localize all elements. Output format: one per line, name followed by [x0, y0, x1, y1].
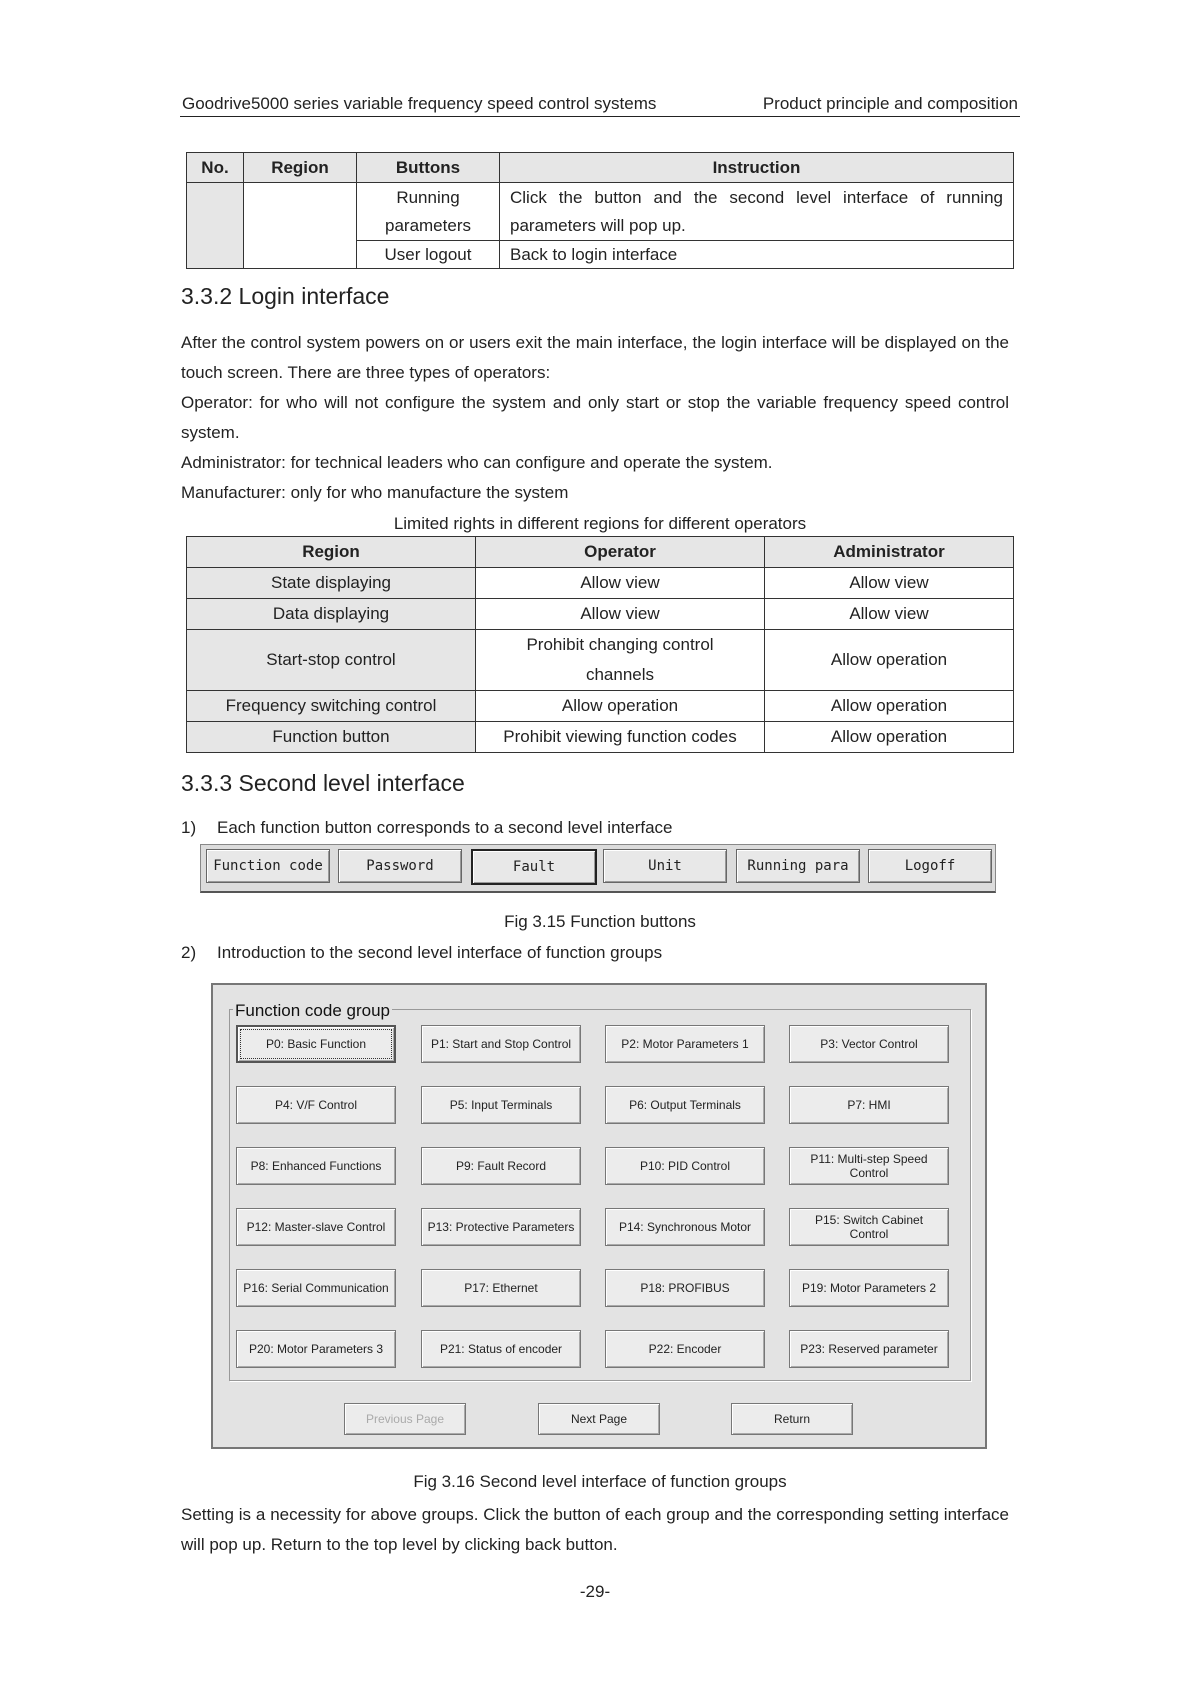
group-button-p13[interactable]: P13: Protective Parameters [421, 1208, 581, 1246]
table-cell: Function button [187, 722, 476, 753]
table-header: Region [187, 537, 476, 568]
group-button-p19[interactable]: P19: Motor Parameters 2 [789, 1269, 949, 1307]
list-item: Introduction to the second level interface of function groups [217, 943, 663, 962]
group-button-p7[interactable]: P7: HMI [789, 1086, 949, 1124]
table-cell: Back to login interface [500, 241, 1014, 269]
group-button-p23[interactable]: P23: Reserved parameter [789, 1330, 949, 1368]
group-button-p2[interactable]: P2: Motor Parameters 1 [605, 1025, 765, 1063]
table-header: Administrator [765, 537, 1014, 568]
group-button-p3[interactable]: P3: Vector Control [789, 1025, 949, 1063]
group-button-p17[interactable]: P17: Ethernet [421, 1269, 581, 1307]
group-button-p21[interactable]: P21: Status of encoder [421, 1330, 581, 1368]
group-button-p15[interactable]: P15: Switch Cabinet Control [789, 1208, 949, 1246]
table-cell: Allow operation [765, 630, 1014, 691]
group-button-p10[interactable]: P10: PID Control [605, 1147, 765, 1185]
table-cell: Allow view [765, 568, 1014, 599]
function-button-bar [200, 844, 996, 893]
group-button-p20[interactable]: P20: Motor Parameters 3 [236, 1330, 396, 1368]
section-title: 3.3.3 Second level interface [181, 770, 465, 796]
table-cell: Frequency switching control [187, 691, 476, 722]
table-cell: Allow operation [765, 722, 1014, 753]
group-button-p0[interactable]: P0: Basic Function [236, 1025, 396, 1063]
table-cell: Allow view [476, 599, 765, 630]
header-title: Goodrive5000 series variable frequency speed control systems [182, 94, 657, 113]
table-header: Instruction [500, 153, 1014, 183]
page-header [180, 92, 1020, 117]
return-button[interactable]: Return [731, 1403, 853, 1435]
figure-caption: Fig 3.15 Function buttons [504, 912, 696, 931]
table-cell: Running parameters [357, 183, 500, 241]
group-button-p11[interactable]: P11: Multi-step Speed Control [789, 1147, 949, 1185]
group-button-p4[interactable]: P4: V/F Control [236, 1086, 396, 1124]
function-code-button[interactable]: Function code [206, 849, 330, 883]
list-item: Each function button corresponds to a second level interface [217, 818, 673, 837]
group-button-p6[interactable]: P6: Output Terminals [605, 1086, 765, 1124]
paragraph: Administrator: for technical leaders who can configure and operate the system. [181, 453, 773, 472]
group-button-p14[interactable]: P14: Synchronous Motor [605, 1208, 765, 1246]
buttons-table [186, 152, 1014, 269]
group-button-p16[interactable]: P16: Serial Communication [236, 1269, 396, 1307]
table-header: No. [187, 153, 244, 183]
table-cell [187, 183, 244, 269]
group-button-p5[interactable]: P5: Input Terminals [421, 1086, 581, 1124]
fault-button[interactable]: Fault [471, 849, 597, 885]
table-cell: Allow operation [765, 691, 1014, 722]
table-cell: Click the button and the second level interface of running parameters will pop up. [500, 183, 1014, 241]
table-cell: Prohibit changing control channels [476, 630, 765, 691]
table-cell [244, 183, 357, 269]
password-button[interactable]: Password [338, 849, 462, 883]
paragraph: After the control system powers on or users exit the main interface, the login interface will be displayed on the touch screen. There are three types of operators: [181, 333, 1009, 382]
group-button-p8[interactable]: P8: Enhanced Functions [236, 1147, 396, 1185]
logoff-button[interactable]: Logoff [868, 849, 992, 883]
paragraph: Operator: for who will not configure the system and only start or stop the variable frequency speed control system. [181, 393, 1009, 442]
group-button-p1[interactable]: P1: Start and Stop Control [421, 1025, 581, 1063]
table-header: Operator [476, 537, 765, 568]
table-header: Region [244, 153, 357, 183]
table-cell: Allow view [765, 599, 1014, 630]
table-cell: Data displaying [187, 599, 476, 630]
figure-caption: Fig 3.16 Second level interface of function groups [413, 1472, 787, 1491]
function-group-legend: Function code group [235, 1001, 390, 1020]
paragraph: Manufacturer: only for who manufacture the system [181, 483, 569, 502]
unit-button[interactable]: Unit [603, 849, 727, 883]
function-group-frame [229, 1009, 971, 1381]
group-button-p12[interactable]: P12: Master-slave Control [236, 1208, 396, 1246]
table-cell: State displaying [187, 568, 476, 599]
group-button-p9[interactable]: P9: Fault Record [421, 1147, 581, 1185]
table-cell: Allow operation [476, 691, 765, 722]
table-cell: Prohibit viewing function codes [476, 722, 765, 753]
page-number: -29- [579, 1582, 611, 1601]
list-item-number: 2) [181, 943, 197, 962]
table-cell: Allow view [476, 568, 765, 599]
section-title: 3.3.2 Login interface [181, 283, 390, 309]
paragraph: Setting is a necessity for above groups. Click the button of each group and the corresponding setting interface will pop up. Return to the top level by clicking back button. [181, 1505, 1009, 1554]
table-header: Buttons [357, 153, 500, 183]
running-para-button[interactable]: Running para [736, 849, 860, 883]
header-chapter: Product principle and composition [762, 94, 1018, 113]
table-cell: Start-stop control [187, 630, 476, 691]
previous-page-button[interactable]: Previous Page [344, 1403, 466, 1435]
rights-table [186, 536, 1014, 753]
table-caption: Limited rights in different regions for different operators [393, 514, 807, 533]
next-page-button[interactable]: Next Page [538, 1403, 660, 1435]
function-group-panel [211, 983, 987, 1449]
table-cell: User logout [357, 241, 500, 269]
group-button-p18[interactable]: P18: PROFIBUS [605, 1269, 765, 1307]
list-item-number: 1) [181, 818, 197, 837]
group-button-p22[interactable]: P22: Encoder [605, 1330, 765, 1368]
